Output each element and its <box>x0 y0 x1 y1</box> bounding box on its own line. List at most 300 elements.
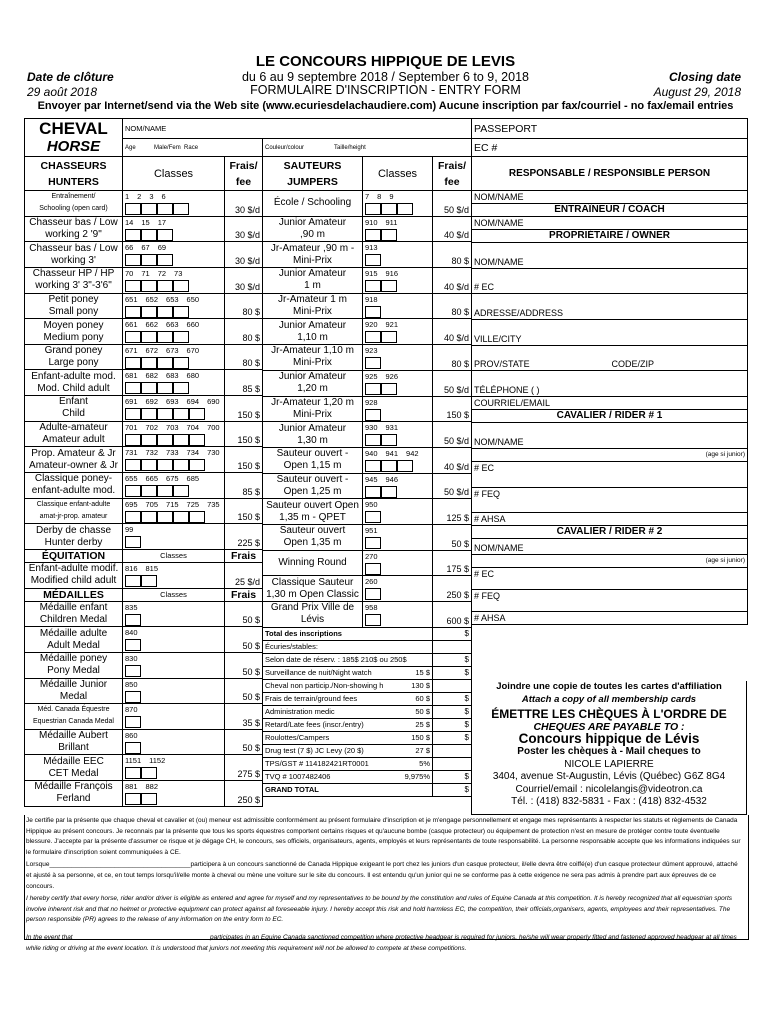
class-codes[interactable] <box>123 627 225 653</box>
class-name-fr: Jr-Amateur 1,10 m <box>271 345 354 357</box>
class-code: 958 <box>365 603 378 612</box>
class-code: 731 <box>125 448 138 458</box>
class-checkbox[interactable] <box>157 485 173 497</box>
class-name <box>263 216 363 242</box>
class-checkbox[interactable] <box>365 511 381 523</box>
class-code: 945 <box>365 474 378 484</box>
class-checkbox[interactable] <box>365 229 381 241</box>
class-checkbox[interactable] <box>173 331 189 343</box>
class-fee: 50 $/d <box>433 191 472 217</box>
class-codes[interactable] <box>363 422 433 448</box>
class-row <box>25 267 263 293</box>
class-codes[interactable] <box>123 396 225 422</box>
jumper-row <box>263 550 472 576</box>
class-checkbox[interactable] <box>157 511 173 523</box>
class-codes[interactable] <box>123 524 225 550</box>
class-name-en: working 2 '9" <box>45 228 102 240</box>
total-value-field[interactable]: $ <box>433 718 472 731</box>
class-checkbox[interactable] <box>173 511 189 523</box>
owner-email-field[interactable]: COURRIEL/EMAIL <box>472 397 748 410</box>
class-name <box>263 422 363 448</box>
class-code: 73 <box>174 268 183 278</box>
total-label-text: Frais de terrain/ground fees <box>265 693 358 703</box>
class-code: 661 <box>125 320 138 330</box>
class-code: 705 <box>145 499 159 509</box>
passport-ec-field[interactable] <box>472 139 748 157</box>
class-checkbox[interactable] <box>189 408 205 420</box>
class-code: 735 <box>207 499 220 509</box>
jumpers-header <box>263 157 363 191</box>
class-checkbox[interactable] <box>381 280 397 292</box>
class-checkbox[interactable] <box>173 203 189 215</box>
class-checkbox[interactable] <box>125 536 141 548</box>
class-codes[interactable] <box>363 576 433 602</box>
class-checkbox[interactable] <box>125 382 141 394</box>
class-name <box>25 319 123 345</box>
class-checkbox[interactable] <box>365 460 381 472</box>
class-name-en: 1,30 m <box>297 434 328 446</box>
class-name <box>25 421 123 447</box>
class-checkbox[interactable] <box>125 459 141 471</box>
class-checkbox[interactable] <box>381 434 397 446</box>
class-code: 946 <box>385 474 399 484</box>
class-code: 650 <box>186 294 200 304</box>
class-name-en: Schooling (open card) <box>39 205 108 213</box>
class-fee: 250 $ <box>433 576 472 602</box>
class-checkbox[interactable] <box>141 203 157 215</box>
class-code: 700 <box>207 422 220 432</box>
class-code: 9 <box>389 192 394 201</box>
class-checkbox[interactable] <box>173 459 189 471</box>
class-name-fr: Adulte-amateur <box>39 422 108 434</box>
class-name-en: 1 m <box>304 280 321 292</box>
class-code: 704 <box>186 422 200 432</box>
class-checkbox[interactable] <box>125 793 141 805</box>
class-name-en: Large pony <box>48 357 99 369</box>
owner-zip-field[interactable]: CODE/ZIP <box>610 345 748 371</box>
class-name-fr: Médaille poney <box>39 653 108 665</box>
total-value-field[interactable] <box>433 757 472 770</box>
class-checkbox[interactable] <box>381 331 397 343</box>
class-checkbox[interactable] <box>141 254 157 266</box>
class-checkbox[interactable] <box>157 459 173 471</box>
total-label-text: Cheval non particip./Non-showing h <box>265 680 384 690</box>
class-code: 70 <box>125 268 134 278</box>
class-code: 926 <box>385 371 399 381</box>
class-name-en: Children Medal <box>39 613 108 625</box>
class-checkbox[interactable] <box>365 563 381 575</box>
class-code: 920 <box>365 320 378 330</box>
class-checkbox[interactable] <box>141 306 157 318</box>
class-checkbox[interactable] <box>141 511 157 523</box>
class-fee: 30 $/d <box>225 216 263 242</box>
class-code: 940 <box>365 448 378 458</box>
class-codes[interactable] <box>123 729 225 755</box>
class-name-fr: Winning Round <box>278 556 347 568</box>
owner-address-field[interactable]: ADRESSE/ADDRESS <box>472 294 748 320</box>
rider2-ec-field[interactable]: # EC <box>472 568 748 590</box>
class-codes[interactable] <box>123 473 225 499</box>
class-codes[interactable] <box>363 191 433 217</box>
rider2-feq-field[interactable]: # FEQ <box>472 590 748 612</box>
class-checkbox[interactable] <box>397 203 413 215</box>
form-title: FORMULAIRE D'INSCRIPTION - ENTRY FORM <box>250 83 521 97</box>
class-code: 730 <box>207 448 220 458</box>
class-checkbox[interactable] <box>189 434 205 446</box>
class-codes[interactable] <box>123 421 225 447</box>
class-codes[interactable] <box>363 524 433 550</box>
total-value-field[interactable]: $ <box>433 770 472 783</box>
class-checkbox[interactable] <box>125 742 141 754</box>
class-name <box>263 268 363 294</box>
class-code: 925 <box>365 371 378 381</box>
class-name <box>25 562 123 588</box>
class-name-en: enfant-adulte mod. <box>31 485 116 497</box>
class-code: 835 <box>125 602 138 612</box>
class-checkbox[interactable] <box>125 614 141 626</box>
class-codes[interactable] <box>363 319 433 345</box>
total-label <box>263 757 433 770</box>
class-row <box>25 344 263 370</box>
class-codes[interactable] <box>363 242 433 268</box>
class-checkbox[interactable] <box>141 575 157 587</box>
owner-city-field[interactable]: VILLE/CITY <box>472 320 748 346</box>
class-checkbox[interactable] <box>173 357 189 369</box>
class-codes[interactable] <box>123 293 225 319</box>
class-checkbox[interactable] <box>141 408 157 420</box>
class-checkbox[interactable] <box>365 383 381 395</box>
class-fee: 40 $/d <box>433 319 472 345</box>
class-codes[interactable] <box>363 345 433 371</box>
class-name-fr: Médaille François <box>34 781 113 793</box>
class-checkbox[interactable] <box>157 229 173 241</box>
jumper-row <box>263 191 472 217</box>
class-checkbox[interactable] <box>125 254 141 266</box>
class-codes[interactable] <box>363 602 433 628</box>
class-checkbox[interactable] <box>173 382 189 394</box>
class-code: 67 <box>141 243 150 253</box>
class-codes[interactable] <box>123 242 225 268</box>
total-value-field[interactable] <box>433 679 472 692</box>
class-name-fr: Junior Amateur <box>278 268 347 280</box>
class-checkbox[interactable] <box>173 280 189 292</box>
class-checkbox[interactable] <box>157 203 173 215</box>
class-row <box>25 473 263 499</box>
class-name-fr: Médaille Aubert <box>39 730 108 742</box>
total-value-field[interactable] <box>433 640 472 653</box>
class-code: 8 <box>377 192 382 201</box>
class-checkbox[interactable] <box>157 382 173 394</box>
owner-phone-field[interactable]: TÉLÉPHONE ( ) <box>472 371 748 397</box>
class-checkbox[interactable] <box>125 665 141 677</box>
medals-header: MÉDAILLES <box>25 588 123 601</box>
legal-en-1: I hereby certify that every horse, rider and/or driver is eligible as entered and agree for myself and my representatives to be bound by the constitution and rules of Equine Canada at this competition. It is hereby recognized that all equestrian sports involve inherent risk and that no helmet or protective equipment can protect against all foreseeable injury. I hereby accept this risk and hold harmless EC, the competition, their officials,organisers, agents, employees and their representatives. The person responsible (PR) agrees to the release of any information on the entry form to EC. <box>26 895 733 924</box>
class-code: 99 <box>125 525 134 535</box>
class-checkbox[interactable] <box>125 575 141 587</box>
total-label-text: Total des inscriptions <box>265 628 342 638</box>
total-value-field[interactable]: $ <box>433 783 472 796</box>
class-codes[interactable] <box>363 268 433 294</box>
class-codes[interactable] <box>123 191 225 217</box>
class-name <box>25 678 123 704</box>
class-codes[interactable] <box>123 562 225 588</box>
class-checkbox[interactable] <box>157 434 173 446</box>
class-checkbox[interactable] <box>365 280 381 292</box>
class-name <box>25 755 123 781</box>
class-code: 655 <box>125 474 138 484</box>
class-name-fr: Prop. Amateur & Jr <box>31 447 116 459</box>
class-checkbox[interactable] <box>397 460 413 472</box>
class-checkbox[interactable] <box>125 511 141 523</box>
class-checkbox[interactable] <box>141 793 157 805</box>
class-checkbox[interactable] <box>365 254 381 266</box>
class-checkbox[interactable] <box>381 383 397 395</box>
total-value-field[interactable] <box>433 744 472 757</box>
class-code: 680 <box>186 371 200 381</box>
class-row <box>25 627 263 653</box>
legal-fr-2: Lorsque_______________________________________participera à un concours sanctionné de Canada Hippique exigeant le port chez les juniors d'un casque protecteur, il/elle devra être coiffé(e) d'un casque protecteur dûment approuvé, attaché et ajusté à sa personne, et ce, en tout temps lorsqu'il/elle monte à cheval ou mène une voiture sur le site du concours. Il est entendu qu'un junior qui ne se conforme pas à cette exigence ne sera pas admis à prendre part aux épreuves de ce concours. <box>26 861 738 890</box>
class-name <box>263 319 363 345</box>
class-codes[interactable] <box>123 370 225 396</box>
class-checkbox[interactable] <box>125 691 141 703</box>
class-codes[interactable] <box>363 396 433 422</box>
class-checkbox[interactable] <box>365 614 381 626</box>
class-name-fr: Enfant <box>59 396 88 408</box>
owner-prov-field[interactable]: PROV/STATE <box>472 345 610 371</box>
class-codes[interactable] <box>363 447 433 473</box>
fee-label-fr: Frais/ <box>437 159 466 172</box>
class-checkbox[interactable] <box>381 203 397 215</box>
class-checkbox[interactable] <box>141 382 157 394</box>
horse-name-field[interactable] <box>123 119 472 139</box>
class-checkbox[interactable] <box>125 485 141 497</box>
owner-header: PROPRIÉTAIRE / OWNER <box>472 230 748 243</box>
class-checkbox[interactable] <box>365 486 381 498</box>
horse-age-sex-race[interactable] <box>123 139 263 157</box>
class-name <box>25 704 123 730</box>
rider2-name-field[interactable]: NOM/NAME <box>472 539 748 555</box>
class-codes[interactable] <box>363 216 433 242</box>
class-name-en: Medal <box>59 690 88 702</box>
class-name-fr: Jr-Amateur 1,20 m <box>271 396 354 408</box>
total-label <box>263 770 433 783</box>
class-codes[interactable] <box>123 216 225 242</box>
class-checkbox[interactable] <box>141 357 157 369</box>
class-codes[interactable] <box>363 499 433 525</box>
contact-email: Courriel/email : nicolelangis@videotron.ca <box>515 783 703 795</box>
class-checkbox[interactable] <box>125 306 141 318</box>
class-checkbox[interactable] <box>365 409 381 421</box>
class-codes[interactable] <box>123 755 225 781</box>
class-name <box>25 524 123 550</box>
class-checkbox[interactable] <box>365 434 381 446</box>
class-codes[interactable] <box>123 344 225 370</box>
class-codes[interactable] <box>123 319 225 345</box>
class-checkbox[interactable] <box>125 203 141 215</box>
class-code: 14 <box>125 217 134 227</box>
class-checkbox[interactable] <box>141 767 157 779</box>
class-name-fr: Petit poney <box>48 293 99 305</box>
class-checkbox[interactable] <box>125 331 141 343</box>
class-name <box>263 550 363 576</box>
rider1-name-field[interactable]: NOM/NAME <box>472 423 748 449</box>
class-checkbox[interactable] <box>365 203 381 215</box>
class-checkbox[interactable] <box>125 408 141 420</box>
class-name-en: Mini-Prix <box>293 408 332 420</box>
jumper-row <box>263 396 472 422</box>
class-code: 1 <box>125 192 130 201</box>
class-fee: 30 $/d <box>225 267 263 293</box>
class-checkbox[interactable] <box>365 357 381 369</box>
class-code: 69 <box>157 243 167 253</box>
total-amount: 130 $ <box>411 680 430 690</box>
class-checkbox[interactable] <box>125 280 141 292</box>
class-row <box>25 319 263 345</box>
class-checkbox[interactable] <box>125 639 141 651</box>
class-checkbox[interactable] <box>125 229 141 241</box>
class-codes[interactable] <box>123 601 225 627</box>
class-code: 671 <box>125 345 138 355</box>
total-value-field[interactable]: $ <box>433 653 472 666</box>
jumper-row <box>263 422 472 448</box>
class-name-en: amat-jr-prop. amateur <box>39 513 108 520</box>
class-code: 928 <box>365 397 378 407</box>
class-name <box>263 447 363 473</box>
class-code: 72 <box>157 268 167 278</box>
class-checkbox[interactable] <box>141 331 157 343</box>
total-label-text: Retard/Late fees (inscr./entry) <box>265 719 364 729</box>
rider2-ahsa-field[interactable]: # AHSA <box>472 612 748 625</box>
class-code: 915 <box>365 269 378 279</box>
class-name <box>263 473 363 499</box>
total-amount: 15 $ <box>415 667 430 677</box>
class-name <box>25 781 123 807</box>
class-fee: 80 $ <box>225 344 263 370</box>
class-checkbox[interactable] <box>173 434 189 446</box>
class-codes[interactable] <box>123 678 225 704</box>
hunters-title-fr: CHASSEURS <box>40 159 107 172</box>
class-checkbox[interactable] <box>381 229 397 241</box>
class-codes[interactable] <box>123 498 225 524</box>
persons-table <box>471 156 748 625</box>
class-checkbox[interactable] <box>381 486 397 498</box>
class-checkbox[interactable] <box>189 511 205 523</box>
class-checkbox[interactable] <box>157 306 173 318</box>
class-code: 2 <box>137 192 142 201</box>
class-codes[interactable] <box>363 473 433 499</box>
total-label-text: GRAND TOTAL <box>265 784 319 794</box>
class-codes[interactable] <box>123 652 225 678</box>
class-row <box>25 191 263 217</box>
jumpers-title-fr: SAUTEURS <box>283 159 342 172</box>
class-codes[interactable] <box>363 550 433 576</box>
jumper-row <box>263 293 472 319</box>
class-checkbox[interactable] <box>173 485 189 497</box>
class-codes[interactable] <box>123 267 225 293</box>
class-checkbox[interactable] <box>157 280 173 292</box>
class-checkbox[interactable] <box>365 537 381 549</box>
total-label <box>263 744 433 757</box>
class-row <box>25 447 263 473</box>
owner-ec-field[interactable]: # EC <box>472 268 748 294</box>
class-checkbox[interactable] <box>189 459 205 471</box>
class-checkbox[interactable] <box>141 459 157 471</box>
class-checkbox[interactable] <box>141 280 157 292</box>
class-name-fr: Grand Prix Ville de <box>270 602 355 614</box>
class-checkbox[interactable] <box>141 229 157 241</box>
horse-colour-height[interactable] <box>263 139 472 157</box>
class-code: 685 <box>186 474 200 484</box>
total-row <box>263 770 472 783</box>
owner-name-field[interactable]: NOM/NAME <box>472 243 748 269</box>
class-checkbox[interactable] <box>125 434 141 446</box>
class-code: 911 <box>385 217 398 227</box>
class-checkbox[interactable] <box>125 716 141 728</box>
class-checkbox[interactable] <box>157 254 173 266</box>
class-code: 950 <box>365 500 378 510</box>
class-checkbox[interactable] <box>141 485 157 497</box>
rider1-feq-field[interactable]: # FEQ <box>472 487 748 513</box>
total-value-field[interactable]: $ <box>433 627 472 640</box>
passport-field[interactable] <box>472 119 748 139</box>
class-checkbox[interactable] <box>381 460 397 472</box>
total-value-field[interactable]: $ <box>433 666 472 679</box>
total-value-field[interactable]: $ <box>433 731 472 744</box>
hunters-header <box>25 157 123 191</box>
total-value-field[interactable]: $ <box>433 705 472 718</box>
class-name-en: Child <box>62 408 85 420</box>
class-checkbox[interactable] <box>125 357 141 369</box>
class-codes[interactable] <box>363 293 433 319</box>
class-codes[interactable] <box>123 781 225 807</box>
class-code: 882 <box>145 782 159 792</box>
jumpers-table <box>262 156 472 797</box>
rider1-ahsa-field[interactable]: # AHSA <box>472 513 748 526</box>
class-checkbox[interactable] <box>365 588 381 600</box>
total-row <box>263 783 472 796</box>
class-name-fr: Moyen poney <box>43 319 104 331</box>
class-row <box>25 562 263 588</box>
class-checkbox[interactable] <box>157 357 173 369</box>
total-value-field[interactable]: $ <box>433 692 472 705</box>
class-checkbox[interactable] <box>157 408 173 420</box>
class-codes[interactable] <box>363 370 433 396</box>
class-checkbox[interactable] <box>173 408 189 420</box>
class-code: 695 <box>125 499 138 509</box>
class-code: 71 <box>141 268 150 278</box>
horse-label-en: HORSE <box>25 139 123 157</box>
class-codes[interactable] <box>123 704 225 730</box>
coach-name-field[interactable]: NOM/NAME <box>472 217 748 230</box>
class-checkbox[interactable] <box>173 306 189 318</box>
class-name-en: ,90 m <box>299 229 325 241</box>
class-checkbox[interactable] <box>125 767 141 779</box>
rider2-age-note: (age si junior) <box>472 555 748 568</box>
class-checkbox[interactable] <box>365 306 381 318</box>
class-codes[interactable] <box>123 447 225 473</box>
class-name <box>25 652 123 678</box>
class-name <box>25 473 123 499</box>
jumper-row <box>263 268 472 294</box>
class-checkbox[interactable] <box>157 331 173 343</box>
horse-label-fr: CHEVAL <box>25 119 123 139</box>
class-checkbox[interactable] <box>141 434 157 446</box>
class-name <box>25 729 123 755</box>
responsible-name-field[interactable]: NOM/NAME <box>472 191 748 204</box>
rider1-ec-field[interactable]: # EC <box>472 461 748 487</box>
class-checkbox[interactable] <box>365 331 381 343</box>
class-code: 1151 <box>125 756 142 766</box>
